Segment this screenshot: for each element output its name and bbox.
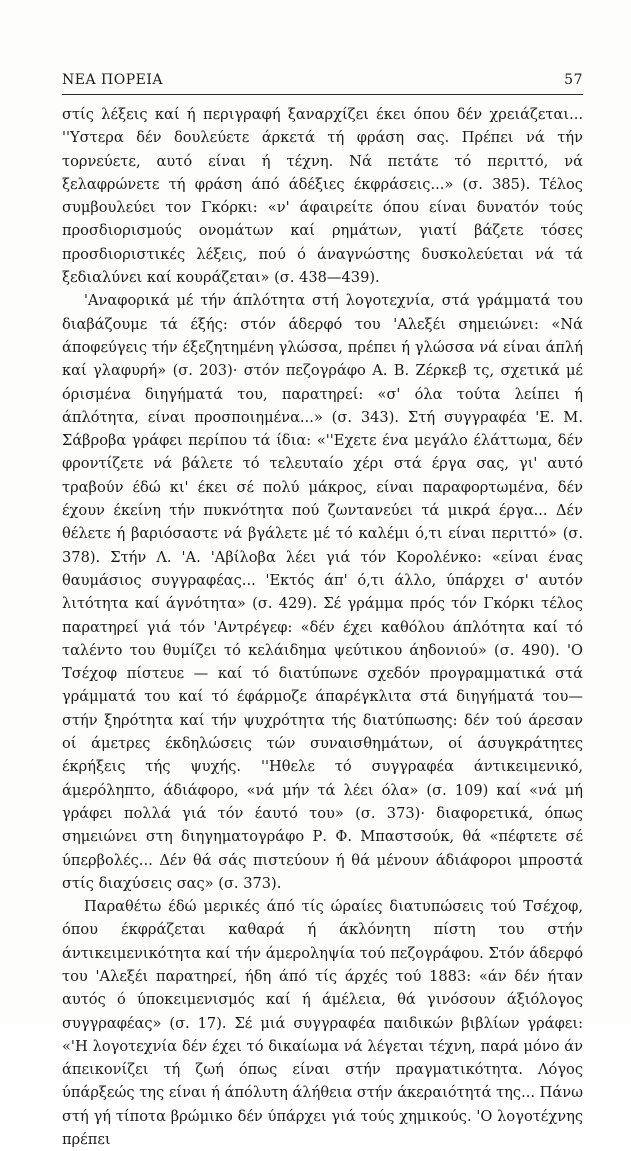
page-number: 57	[564, 72, 583, 88]
paragraph-continued: στίς λέξεις καί ή περιγραφή ξαναρχίζει έκει όπου δέν χρειάζεται... ''Υστερα δέν δουλεύετε άρκετά τή φράση σας. Πρέπει νά τήν τορνεύετε, αυτό είναι ή τέχνη. Νά πετάτε τό περιττό, νά ξελαφρώνετε τή φράση άπό άδέξιες έκφράσεις...» (σ. 385). Τέλος συμβουλεύει τον Γκόρκι: «ν' άφαιρείτε όπου είναι δυνατόν τούς προσδιορισμούς ονομάτων καί ρημάτων, γιατί βάζετε τόσες προσδιοριστικές λέξεις, πού ό άναγνώστης δυσκολεύεται νά τά ξεδιαλύνει καί κουράζεται» (σ. 438—439).	[62, 106, 583, 287]
paragraph-simplicity: 'Αναφορικά μέ τήν άπλότητα στή λογοτεχνία, στά γράμματά του διαβάζουμε τά έξής: στόν άδερφό του 'Αλεξέι σημειώνει: «Νά άποφεύγεις τήν έξεζητημένη γλώσσα, πρέπει ή γλώσσα νά είναι άπλή καί γλαφυρή» (σ. 203)· στόν πεζογράφο Α. Β. Ζέρκεβ τς, σχετικά μέ όρισμένα διηγήματά του, παρατηρεί: «σ' όλα τούτα λείπει ή άπλότητα, είναι προσποιημένα...» (σ. 343). Στή συγγραφέα 'Ε. Μ. Σάβροβα γράφει περίπου τά ίδια: «''Εχετε ένα μεγάλο έλάττωμα, δέν φροντίζετε νά βάλετε τό τελευταίο χέρι στά έργα σας, γι' αυτό τραβούν έδώ κι' έκει σέ πολύ μάκρος, είναι παραφορτωμένα, δέν έχουν έκείνη τήν πυκνότητα πού ζωντανεύει τά μικρά έργα... Δέν θέλετε ή βαριόσαστε νά βγάλετε μέ τό καλέμι ό,τι είναι περιττό» (σ. 378). Στήν Λ. 'Α. 'Αβίλοβα λέει γιά τόν Κορολένκο: «είναι ένας θαυμάσιος συγγραφέας... 'Εκτός άπ' ό,τι άλλο, ύπάρχει σ' αυτόν λιτότητα καί άγνότητα» (σ. 429). Σέ γράμμα πρός τόν Γκόρκι τέλος παρατηρεί γιά τόν 'Αντρέγεφ: «δέν έχει καθόλου άπλότητα καί τό ταλέντο του θυμίζει τό κελάιδημα ψεύτικου άηδονιού» (σ. 490). 'Ο Τσέχοφ πίστευε — καί τό διατύπωνε σχεδόν προγραμματικά στά γράμματά του καί τό έφάρμοζε άπαρέγκλιτα στά διηγήματά του—στήν ξηρότητα καί τήν ψυχρότητα τής διατύπωσης: δέν τού άρεσαν οί άμετρες έκδηλώσεις τών συναισθημάτων, οί άσυγκράτητες έκρήξεις τής ψυχής. ''Ηθελε τό συγγραφέα άντικειμενικό, άμερόληπτο, άδιάφορο, «νά μήν τά λέει όλα» (σ. 109) καί «νά μή γράφει πολλά γιά τόν έαυτό του» (σ. 373)· διαφορετικά, όπως σημειώνει στη διηγηματογράφο Ρ. Φ. Μπαστσούκ, θά «πέφτετε σέ ύπερβολές... Δέν θά σάς πιστεύουν ή θά μένουν άδιάφοροι μπροστά στίς διαχύσεις σας» (σ. 373).	[62, 292, 583, 892]
journal-title: ΝΕΑ ΠΟΡΕΙΑ	[62, 72, 163, 88]
body-text	[62, 103, 583, 1151]
paragraph-objectivity: Παραθέτω έδώ μερικές άπό τίς ώραίες διατυπώσεις τού Τσέχοφ, όπου έκφράζεται καθαρά ή άκλόνητη πίστη του στήν άντικειμενικότητα καί τήν άμεροληψία τού πεζογράφου. Στόν άδερφό του 'Αλεξέι παρατηρεί, ήδη άπό τίς άρχές τού 1883: «άν δέν ήταν αυτός ό ύποκειμενισμός καί ή άμέλεια, θά γινόσουν άξιόλογος συγγραφέας» (σ. 17). Σέ μιά συγγραφέα παιδικών βιβλίων γράφει: «'Η λογοτεχνία δέν έχει τό δικαίωμα νά λέγεται τέχνη, παρά μόνο άν άπεικονίζει τή ζωή όπως είναι στήν πραγματικότητα. Λόγος ύπάρξεώς της είναι ή άπόλυτη άλήθεια στήν άκεραιότητά της... Πάνω στή γή τίποτα βρώμικο δέν ύπάρχει γιά τούς χημικούς. 'Ο λογοτέχνης πρέπει	[62, 898, 583, 1149]
running-header	[62, 72, 583, 95]
